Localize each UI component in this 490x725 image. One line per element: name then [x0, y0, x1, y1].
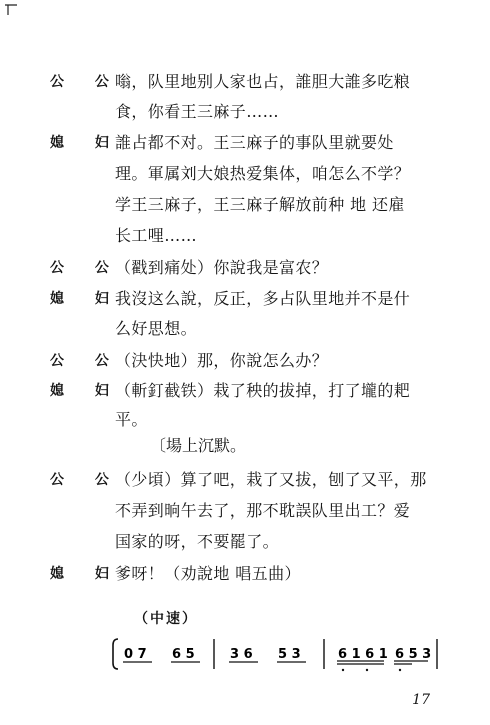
note-group: 6 1 6 1: [338, 647, 388, 662]
dialogue-line: 我沒这么說，反正，多占队里地并不是什: [115, 289, 411, 308]
opening-bracket: [113, 639, 118, 669]
dialogue-line: 长工哩……: [115, 226, 198, 245]
speaker-label: 公 公: [50, 74, 122, 90]
dialogue-line: 国家的呀，不要罷了。: [115, 532, 280, 551]
dialogue-line: 食，你看王三麻子……: [115, 102, 280, 121]
dialogue-line: （戳到痛处）你說我是富农？: [115, 258, 329, 277]
octave-dot: [366, 669, 368, 671]
speaker-label: 媳 妇: [50, 383, 122, 399]
speaker-label: 公 公: [50, 353, 122, 369]
speaker-label: 公 公: [50, 472, 122, 488]
dialogue-line: 学王三麻子，王三麻子解放前种 地 还雇: [115, 195, 405, 214]
dialogue-line: 不弄到晌午去了，那不耽誤队里出工？爱: [115, 501, 411, 520]
note-group: 3 6: [230, 647, 253, 662]
speaker-label: 公 公: [50, 260, 122, 276]
note-group: 0 7: [124, 647, 147, 662]
note-group: 5 3: [278, 647, 301, 662]
speaker-label: 媳 妇: [50, 135, 122, 151]
page-number: 17: [412, 692, 430, 708]
octave-dot: [342, 669, 344, 671]
speaker-label: 媳 妇: [50, 291, 122, 307]
dialogue-line: 爹呀！（劝說地 唱五曲）: [115, 564, 301, 583]
note-group: 6 5 3: [395, 647, 432, 662]
tempo-marking: （中速）: [134, 611, 198, 627]
dialogue-line: 嗡，队里地别人家也占，誰胆大誰多吃粮: [115, 72, 411, 91]
dialogue-line: （決快地）那，你說怎么办？: [115, 351, 329, 370]
corner-mark: [4, 4, 18, 16]
dialogue-line: 平。: [115, 410, 148, 429]
music-notation: [112, 633, 442, 677]
dialogue-line: 誰占都不对。王三麻子的事队里就要处: [115, 133, 394, 152]
stage-direction: 〔場上沉默。: [150, 436, 247, 455]
speaker-label: 媳 妇: [50, 566, 122, 582]
note-group: 6 5: [172, 647, 195, 662]
dialogue-line: 么好思想。: [115, 319, 198, 338]
dialogue-line: 理。軍属刘大娘热爱集体，咱怎么不学？: [115, 164, 411, 183]
octave-dot: [399, 669, 401, 671]
dialogue-line: （斬釘截铁）栽了秧的拔掉，打了壠的耙: [115, 381, 411, 400]
dialogue-line: （少頃）算了吧，栽了又拔，刨了又平，那: [115, 470, 427, 489]
